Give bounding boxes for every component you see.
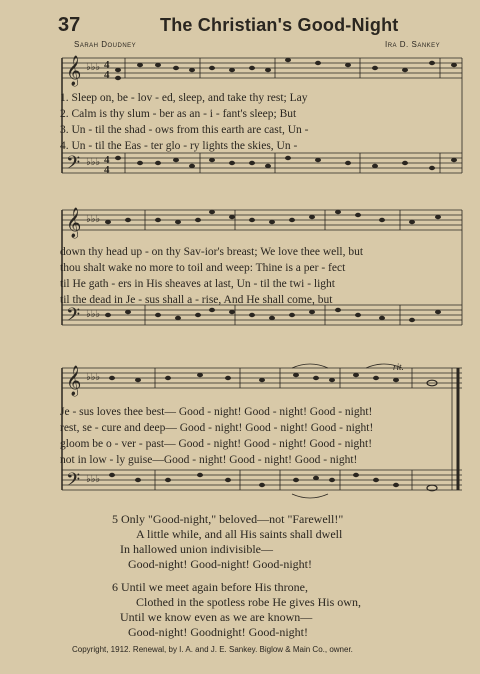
stanza-line: Good-night! Goodnight! Good-night! xyxy=(128,625,308,639)
svg-text:𝄢: 𝄢 xyxy=(66,304,81,329)
svg-text:♭♭♭: ♭♭♭ xyxy=(86,62,101,73)
lyrics-system-2 xyxy=(60,244,460,308)
svg-text:𝄢: 𝄢 xyxy=(66,469,81,494)
lyric-line: til the dead in Je - sus shall a - rise, And He shall come, but xyxy=(60,294,333,306)
stanza-line: 5 Only "Good-night," beloved—not "Farewell!" xyxy=(112,512,344,526)
lyric-line: rest, se - cure and deep— Good - night! Good - night! Good - night! xyxy=(60,422,374,434)
lyric-line: 4. Un - til the Eas - ter glo - ry lights the skies, Un - xyxy=(60,140,298,152)
lyric-line: 3. Un - til the shad - ows from this earth are cast, Un - xyxy=(60,124,309,136)
lyric-line: til He gath - ers in His sheaves at last, Un - til the twi - light xyxy=(60,278,335,290)
svg-text:𝄞: 𝄞 xyxy=(66,208,82,237)
stanza-line: In hallowed union indivisible— xyxy=(120,542,273,556)
lyrics-system-3 xyxy=(60,404,460,468)
svg-text:𝄢: 𝄢 xyxy=(66,152,81,177)
svg-text:♭♭♭: ♭♭♭ xyxy=(86,214,101,225)
lyric-line: 1. Sleep on, be - lov - ed, sleep, and take thy rest; Lay xyxy=(60,92,308,104)
stanza-6 xyxy=(112,580,361,640)
lyric-line: thou shalt wake no more to toil and weep: Thine is a per - fect xyxy=(60,262,346,274)
svg-text:𝄞: 𝄞 xyxy=(66,366,82,395)
ritardando-marking: rit. xyxy=(393,362,404,372)
stanza-5 xyxy=(112,512,343,572)
copyright-notice: Copyright, 1912. Renewal, by I. A. and J. E. Sankey. Biglow & Main Co., owner. xyxy=(72,645,353,654)
lyrics-system-1 xyxy=(60,90,460,154)
lyric-line: not in low - ly guise—Good - night! Good - night! Good - night! xyxy=(60,454,358,466)
lyric-line: Je - sus loves thee best— Good - night! Good - night! Good - night! xyxy=(60,406,373,418)
lyric-line: down thy head up - on thy Sav-ior's breast; We love thee well, but xyxy=(60,246,364,258)
svg-text:♭♭♭: ♭♭♭ xyxy=(86,474,101,485)
svg-text:4: 4 xyxy=(104,164,110,176)
stanza-line: A little while, and all His saints shall dwell xyxy=(136,527,343,541)
stanza-line: 6 Until we meet again before His throne, xyxy=(112,580,308,594)
lyricist-credit: Sarah Doudney xyxy=(74,40,137,49)
lyric-line: gloom be o - ver - past— Good - night! Good - night! Good - night! xyxy=(60,438,373,450)
composer-credit: Ira D. Sankey xyxy=(385,40,441,49)
svg-text:4: 4 xyxy=(104,154,110,166)
stanza-line: Clothed in the spotless robe He gives His own, xyxy=(136,595,361,609)
lyric-line: 2. Calm is thy slum - ber as an - i - fant's sleep; But xyxy=(60,108,297,120)
stanza-line: Good-night! Good-night! Good-night! xyxy=(128,557,312,571)
svg-text:4: 4 xyxy=(104,59,110,71)
svg-text:𝄞: 𝄞 xyxy=(66,56,82,85)
svg-text:♭♭♭: ♭♭♭ xyxy=(86,372,101,383)
stanza-line: Until we know even as we are known— xyxy=(120,610,313,624)
hymn-number: 37 xyxy=(58,14,81,36)
hymn-title: The Christian's Good-Night xyxy=(160,15,399,35)
svg-text:♭♭♭: ♭♭♭ xyxy=(86,309,101,320)
svg-text:♭♭♭: ♭♭♭ xyxy=(86,157,101,168)
svg-text:4: 4 xyxy=(104,69,110,81)
